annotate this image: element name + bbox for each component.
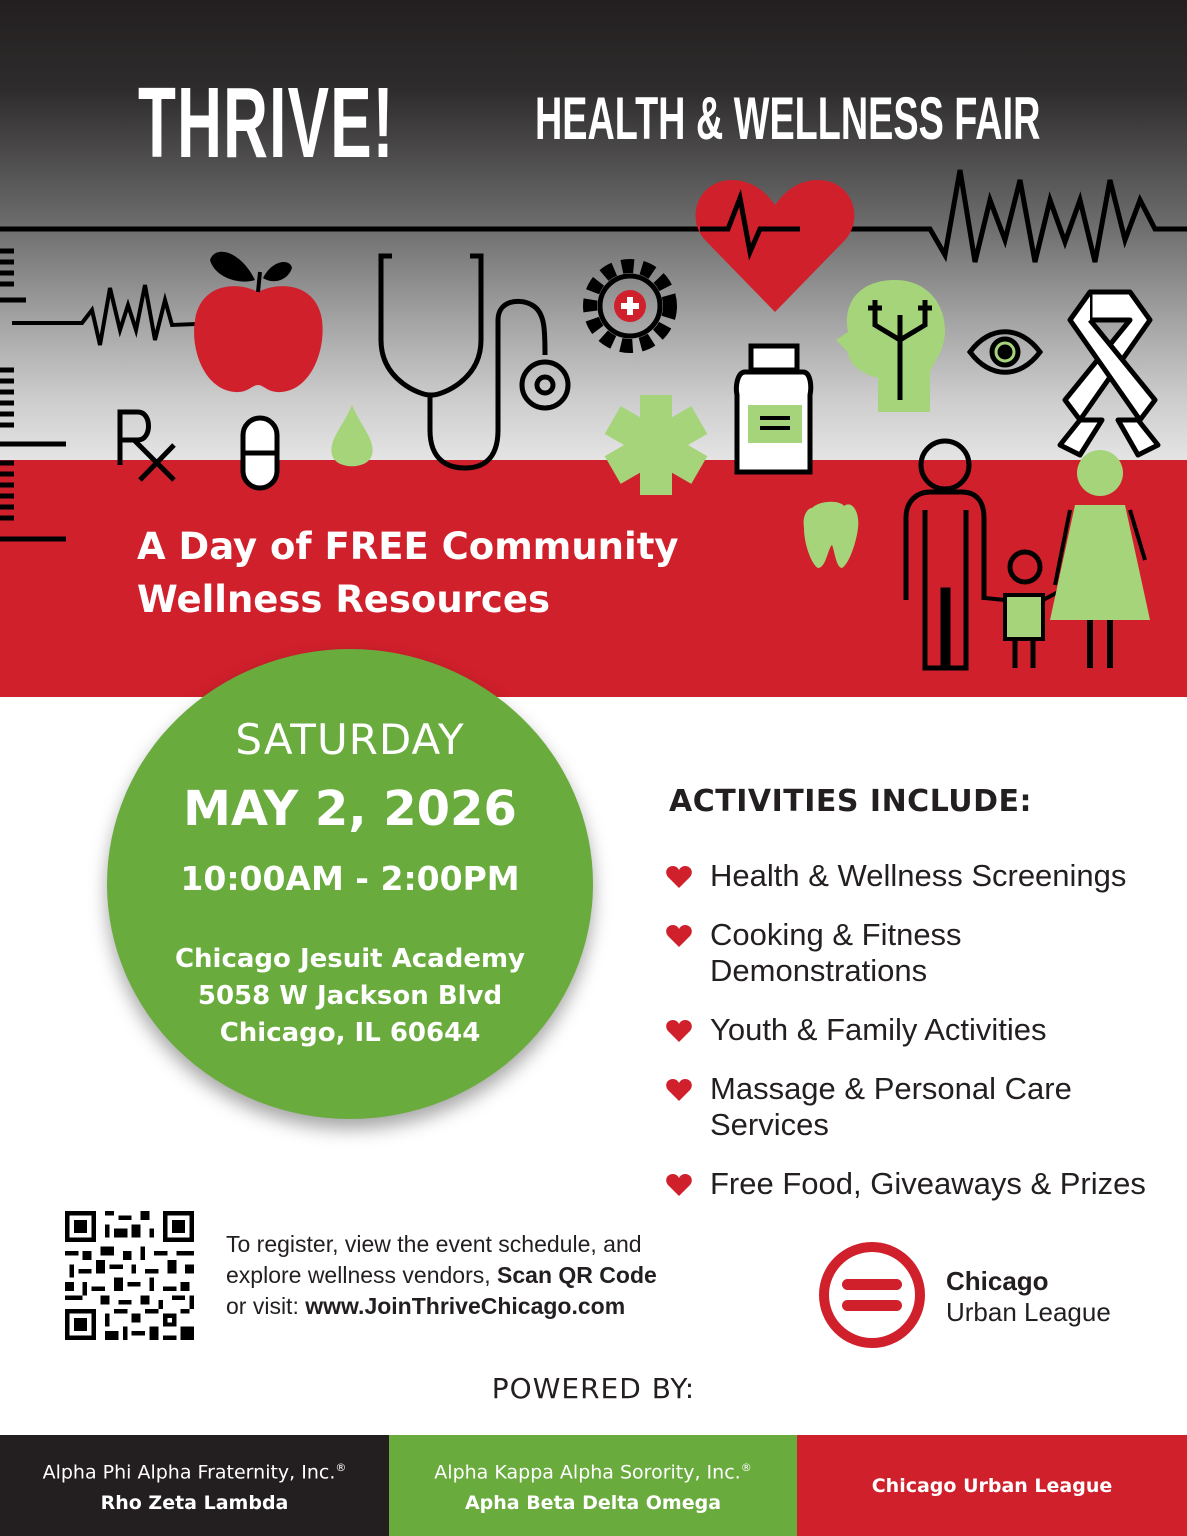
tagline-line-1: A Day of FREE Community <box>137 525 679 568</box>
website-link[interactable]: www.JoinThriveChicago.com <box>305 1293 626 1319</box>
event-day: SATURDAY <box>235 715 465 764</box>
activity-text: Youth & Family Activities <box>710 1012 1047 1047</box>
star-of-life-icon <box>605 395 708 495</box>
registration-info <box>226 1229 696 1322</box>
sponsor-chapter: Apha Beta Delta Omega <box>464 1491 722 1514</box>
powered-by-heading: POWERED BY: <box>491 1372 696 1405</box>
activities-list <box>666 858 1166 1225</box>
stethoscope-icon <box>381 256 568 468</box>
sponsor-name-line <box>43 1453 347 1487</box>
venue-name: Chicago Jesuit Academy <box>174 944 526 974</box>
heart-bullet-icon <box>666 1079 692 1101</box>
activity-text: Cooking & Fitness <box>710 917 962 952</box>
venue-city: Chicago, IL 60644 <box>219 1018 481 1048</box>
register-text: explore wellness vendors, <box>226 1262 491 1288</box>
event-subtitle: HEALTH & WELLNESS FAIR <box>535 85 1041 152</box>
ribbon-icon <box>1060 292 1158 455</box>
sponsor-alpha-kappa-alpha <box>389 1435 797 1536</box>
urban-league-name <box>946 1266 1111 1328</box>
scan-qr-label: Scan QR Code <box>497 1262 657 1288</box>
family-icon <box>906 441 1150 668</box>
heart-bullet-icon <box>666 1020 692 1042</box>
tagline <box>137 520 837 626</box>
heart-icon <box>696 180 855 312</box>
registered-mark: ® <box>335 1461 347 1475</box>
sponsor-name: Chicago Urban League <box>871 1474 1113 1497</box>
list-item <box>666 1166 1166 1202</box>
event-details-circle <box>107 649 593 1119</box>
sponsor-name: Alpha Kappa Alpha Sorority, Inc. <box>434 1461 741 1484</box>
sponsor-name-line <box>434 1453 751 1487</box>
sponsor-chicago-urban-league <box>797 1435 1187 1536</box>
ekg-line-top <box>0 170 1187 262</box>
drop-icon <box>331 405 372 466</box>
pill-icon <box>243 418 277 488</box>
eye-icon <box>970 332 1040 373</box>
tagline-line-2: Wellness Resources <box>137 578 550 621</box>
hero-banner <box>0 0 1187 697</box>
mind-icon <box>836 280 945 412</box>
urban-league-logo-icon <box>818 1241 926 1349</box>
registered-mark: ® <box>740 1461 752 1475</box>
list-item <box>666 1012 1166 1048</box>
register-text: or visit: <box>226 1293 299 1319</box>
event-time: 10:00AM - 2:00PM <box>180 859 520 898</box>
event-title: THRIVE! <box>138 67 395 179</box>
rx-icon <box>120 412 174 480</box>
heart-bullet-icon <box>666 866 692 888</box>
ekg-line-left <box>12 285 222 345</box>
sponsor-name: Alpha Phi Alpha Fraternity, Inc. <box>42 1461 336 1484</box>
list-item <box>666 1071 1166 1143</box>
activity-text: Health & Wellness Screenings <box>710 858 1127 893</box>
logo-line-1: Chicago <box>946 1266 1049 1296</box>
qr-code[interactable] <box>53 1202 206 1349</box>
activity-text-line2: Demonstrations <box>710 953 928 988</box>
list-item <box>666 858 1166 894</box>
heart-bullet-icon <box>666 1174 692 1196</box>
register-text: To register, view the event schedule, and <box>226 1231 642 1257</box>
event-address <box>107 941 593 1052</box>
event-date: MAY 2, 2026 <box>183 781 517 837</box>
list-item <box>666 917 1166 989</box>
activity-text: Free Food, Giveaways & Prizes <box>710 1166 1146 1201</box>
heart-bullet-icon <box>666 925 692 947</box>
activity-text: Massage & Personal Care <box>710 1071 1072 1106</box>
activities-heading: ACTIVITIES INCLUDE: <box>669 784 1032 819</box>
sponsor-alpha-phi-alpha <box>0 1435 389 1536</box>
bottle-icon <box>736 346 810 472</box>
logo-line-2: Urban League <box>946 1297 1111 1327</box>
gear-cross-icon <box>590 266 670 346</box>
ruler-ticks <box>0 251 66 539</box>
sponsor-chapter: Rho Zeta Lambda <box>100 1491 289 1514</box>
activity-text-line2: Services <box>710 1107 829 1142</box>
venue-street: 5058 W Jackson Blvd <box>197 981 503 1011</box>
apple-icon <box>194 252 323 392</box>
